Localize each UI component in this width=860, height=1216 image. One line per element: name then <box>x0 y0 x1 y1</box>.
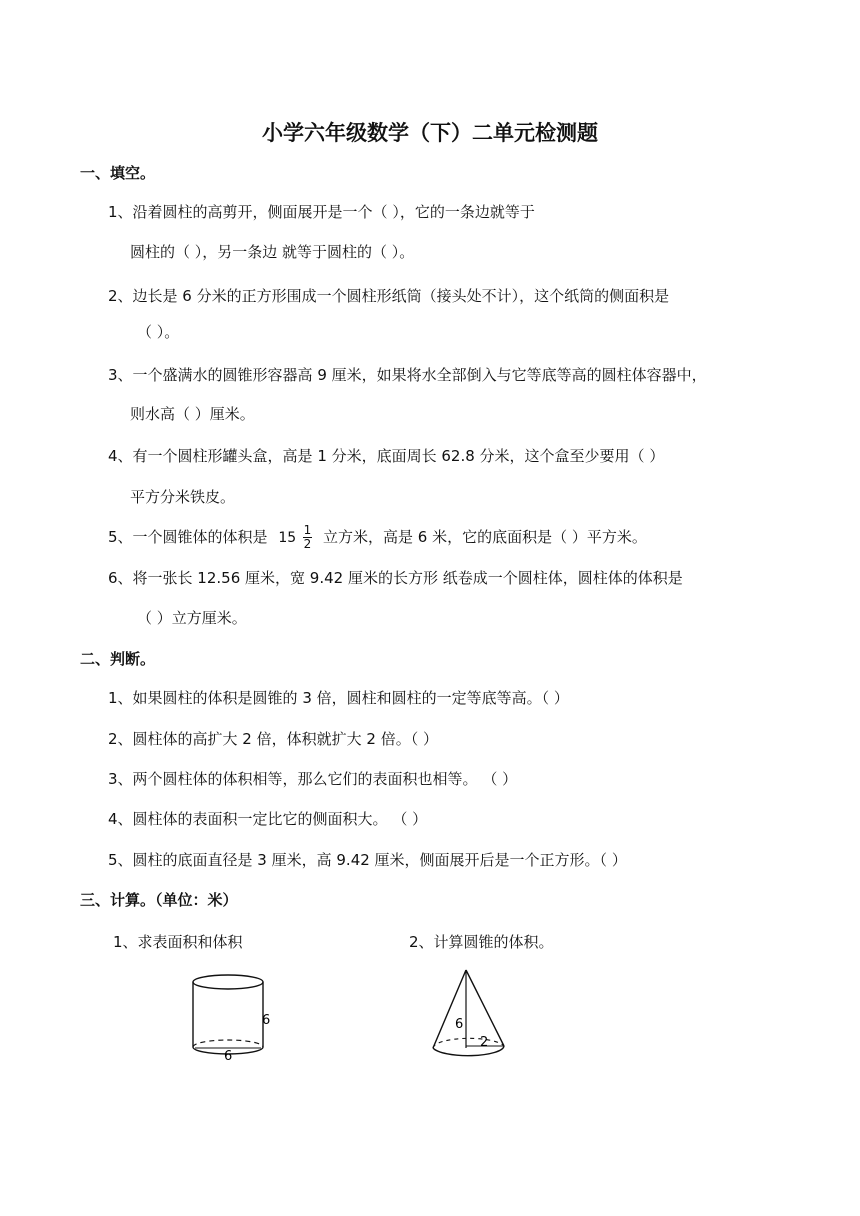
mixed-fraction <box>278 524 312 551</box>
q1-2-line2: （ ）。 <box>137 323 180 341</box>
cone-height-label: 6 <box>455 1017 464 1032</box>
q1-3-line2: 则水高（ ）厘米。 <box>130 405 255 423</box>
q2-4-line: 4、圆柱体的表面积一定比它的侧面积大。 （ ） <box>108 810 428 828</box>
q2-1-line: 1、如果圆柱的体积是圆锥的 3 倍，圆柱和圆柱的一定等底等高。（ ） <box>108 689 569 707</box>
page-title: 小学六年级数学（下）二单元检测题 <box>262 121 598 145</box>
cone-figure <box>428 966 528 1066</box>
cylinder-diameter-label: 6 <box>224 1049 233 1063</box>
q1-1-line2: 圆柱的（ ），另一条边 就等于圆柱的（ ）。 <box>130 243 415 261</box>
section-2-heading: 二、判断。 <box>80 650 156 668</box>
q1-2-line1: 2、边长是 6 分米的正方形围成一个圆柱形纸筒（接头处不计），这个纸筒的侧面积是 <box>108 287 670 305</box>
cylinder-figure <box>186 968 286 1063</box>
q1-6-line1: 6、将一张长 12.56 厘米，宽 9.42 厘米的长方形 纸卷成一个圆柱体，圆柱体的体积是 <box>108 569 683 587</box>
q2-3-line: 3、两个圆柱体的体积相等，那么它们的表面积也相等。 （ ） <box>108 770 518 788</box>
q3-2-label: 2、计算圆锥的体积。 <box>409 933 554 951</box>
fraction-whole: 15 <box>278 529 297 546</box>
q1-1-line1: 1、沿着圆柱的高剪开，侧面展开是一个（ ），它的一条边就等于 <box>108 203 535 221</box>
q2-2-line: 2、圆柱体的高扩大 2 倍，体积就扩大 2 倍。（ ） <box>108 730 438 748</box>
q1-4-line2: 平方分米铁皮。 <box>130 488 236 506</box>
fraction-denominator: 2 <box>303 537 312 551</box>
q3-1-label: 1、求表面积和体积 <box>113 933 243 951</box>
q1-6-line2: （ ）立方厘米。 <box>137 609 247 627</box>
q1-4-line1: 4、有一个圆柱形罐头盒，高是 1 分米，底面周长 62.8 分米，这个盒至少要用（ ） <box>108 447 665 465</box>
q1-3-line1: 3、一个盛满水的圆锥形容器高 9 厘米，如果将水全部倒入与它等底等高的圆柱体容器中， <box>108 366 707 384</box>
section-1-heading: 一、填空。 <box>80 164 156 182</box>
q1-5-line <box>108 524 647 551</box>
cone-radius-label: 2 <box>480 1035 489 1050</box>
cylinder-height-label: 6 <box>262 1013 271 1028</box>
section-3-heading: 三、计算。（单位：米） <box>80 891 238 909</box>
fraction-numerator: 1 <box>303 523 312 537</box>
q1-5-text-before: 5、一个圆锥体的体积是 <box>108 528 268 546</box>
q1-5-text-after: 立方米，高是 6 米，它的底面积是（ ）平方米。 <box>323 528 647 546</box>
q2-5-line: 5、圆柱的底面直径是 3 厘米，高 9.42 厘米，侧面展开后是一个正方形。（ ） <box>108 851 627 869</box>
